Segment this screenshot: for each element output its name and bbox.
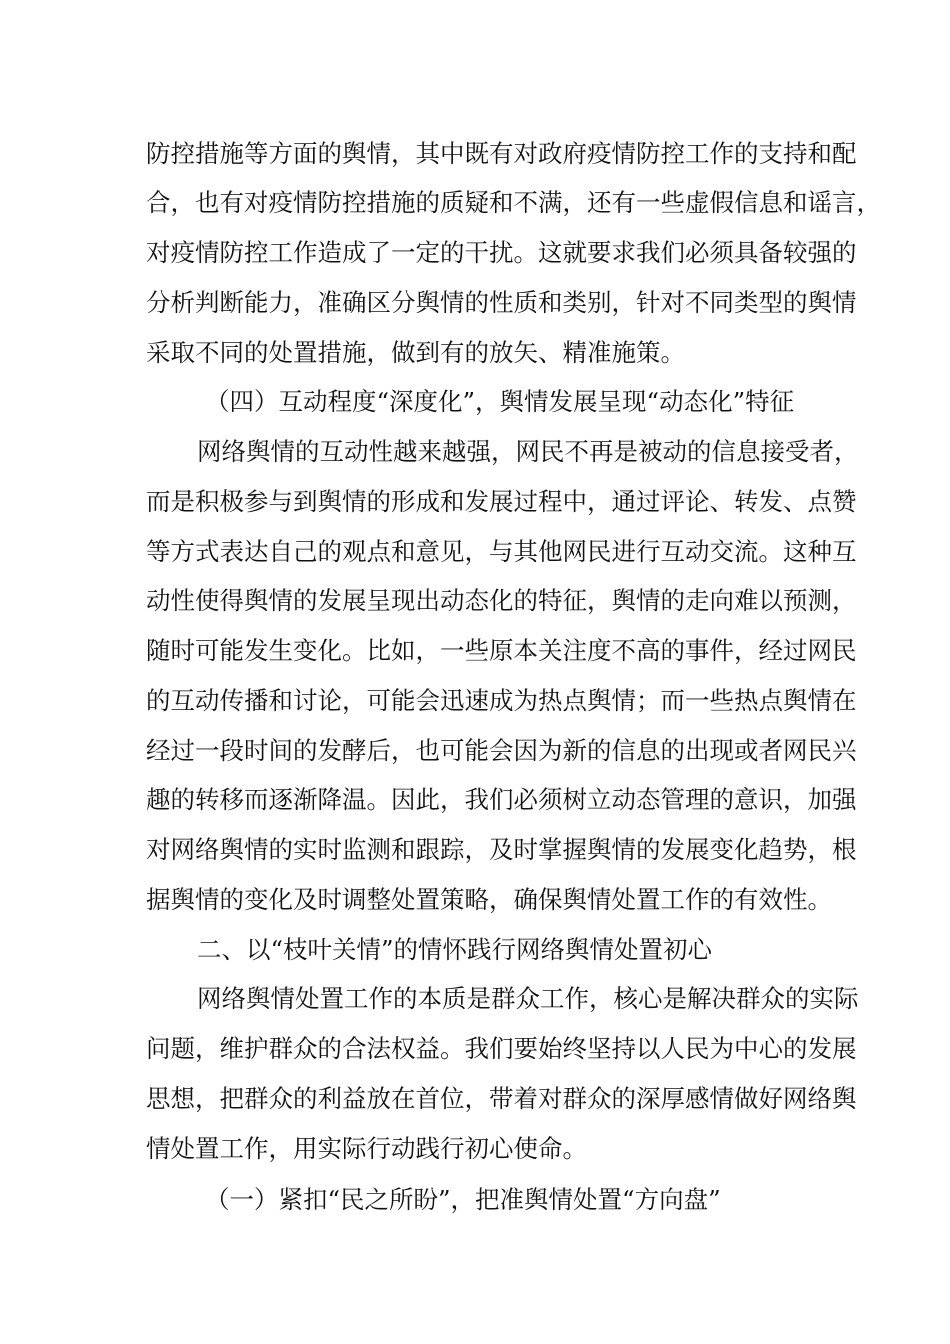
text-line: 据舆情的变化及时调整处置策略，确保舆情处置工作的有效性。 <box>146 885 832 914</box>
section-heading: （四）互动程度“深度化”，舆情发展呈现“动态化”特征 <box>205 387 795 416</box>
text-line: 合，也有对疫情防控措施的质疑和不满，还有一些虚假信息和谣言， <box>146 188 881 217</box>
text-line: 防控措施等方面的舆情，其中既有对政府疫情防控工作的支持和配 <box>146 139 857 168</box>
text-line: 的互动传播和讨论，可能会迅速成为热点舆情；而一些热点舆情在 <box>146 686 857 715</box>
text-line: 分析判断能力，准确区分舆情的性质和类别，针对不同类型的舆情 <box>146 288 857 317</box>
text-line: 对疫情防控工作造成了一定的干扰。这就要求我们必须具备较强的 <box>146 238 857 267</box>
text-line: 采取不同的处置措施，做到有的放矢、精准施策。 <box>146 338 685 367</box>
text-line: 等方式表达自己的观点和意见，与其他网民进行互动交流。这种互 <box>146 537 857 566</box>
text-line: 动性使得舆情的发展呈现出动态化的特征，舆情的走向难以预测， <box>146 586 857 615</box>
text-line: 对网络舆情的实时监测和跟踪，及时掌握舆情的发展变化趋势，根 <box>146 835 857 864</box>
section-heading: 二、以“枝叶关情”的情怀践行网络舆情处置初心 <box>197 935 713 964</box>
section-heading: （一）紧扣“民之所盼”，把准舆情处置“方向盘” <box>205 1185 721 1214</box>
text-line: 经过一段时间的发酵后，也可能会因为新的信息的出现或者网民兴 <box>146 736 857 765</box>
text-line: 网络舆情处置工作的本质是群众工作，核心是解决群众的实际 <box>197 984 859 1013</box>
text-line: 而是积极参与到舆情的形成和发展过程中，通过评论、转发、点赞 <box>146 487 857 516</box>
text-line: 问题，维护群众的合法权益。我们要始终坚持以人民为中心的发展 <box>146 1034 857 1063</box>
text-line: 情处置工作，用实际行动践行初心使命。 <box>146 1134 587 1163</box>
text-line: 趣的转移而逐渐降温。因此，我们必须树立动态管理的意识，加强 <box>146 785 857 814</box>
text-line: 网络舆情的互动性越来越强，网民不再是被动的信息接受者， <box>197 437 859 466</box>
text-line: 思想，把群众的利益放在首位，带着对群众的深厚感情做好网络舆 <box>146 1084 857 1113</box>
text-line: 随时可能发生变化。比如，一些原本关注度不高的事件，经过网民 <box>146 636 857 665</box>
